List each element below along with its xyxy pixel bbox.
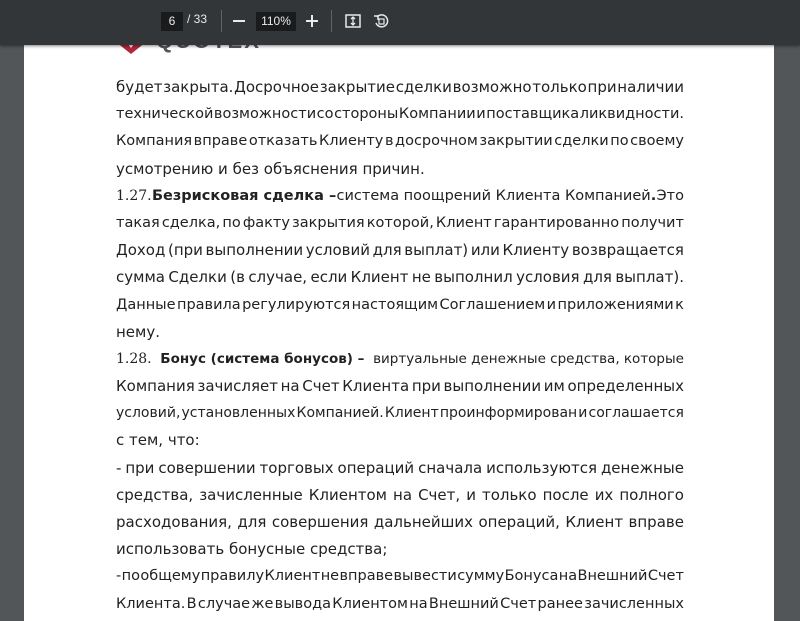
document-text bbox=[116, 74, 684, 618]
clause-term: Бонус (система бонусов) – bbox=[160, 350, 365, 367]
text-line: - при совершении торговых операций сначала используются денежные bbox=[116, 458, 684, 477]
clause-1-28-heading bbox=[116, 346, 684, 373]
text-line: условий, установленных Компанией. Клиент проинформирован и соглашается bbox=[116, 405, 684, 422]
toolbar-divider bbox=[221, 10, 222, 32]
text-line: использовать бонусные средства; bbox=[116, 540, 388, 559]
minus-icon[interactable] bbox=[228, 10, 250, 32]
text-line: Данные правила регулируются настоящим Соглашением и приложениями к bbox=[116, 296, 684, 313]
text-line: сумма Сделки (в случае, если Клиент не выполнил условия для выплат). bbox=[116, 268, 684, 287]
text-line: такая сделка, по факту закрытия которой, Клиент гарантированно получит bbox=[116, 214, 684, 231]
clause-term: Безрисковая сделка – bbox=[151, 187, 337, 204]
clause-definition: система поощрений Клиента Компанией bbox=[336, 187, 651, 204]
clause-number: 1.27. bbox=[116, 187, 152, 204]
toolbar-divider bbox=[331, 10, 332, 32]
clause-period: . bbox=[650, 187, 657, 204]
clause-1-27-heading bbox=[116, 183, 684, 210]
text-line: Компания зачисляет на Счет Клиента при выполнении им определенных bbox=[116, 377, 684, 396]
text-line: Клиента. В случае же вывода Клиентом на Внешний Счет ранее зачисленных bbox=[116, 595, 684, 612]
text-line: Доход (при выполнении условий для выплат) или Клиенту возвращается bbox=[116, 241, 684, 260]
text-line: будет закрыта. Досрочное закрытие сделки возможно только при наличии bbox=[116, 78, 684, 96]
plus-icon[interactable] bbox=[301, 10, 323, 32]
pdf-toolbar bbox=[0, 0, 800, 45]
zoom-level-input[interactable]: 110% bbox=[256, 12, 296, 31]
page-total-label: / 33 bbox=[187, 12, 208, 26]
text-line: Компания вправе отказать Клиенту в досрочном закрытии сделки по своему bbox=[116, 133, 684, 150]
clause-definition: виртуальные денежные средства, которые bbox=[373, 350, 684, 367]
text-line: средства, зачисленные Клиентом на Счет, и только после их полного bbox=[116, 485, 684, 504]
rotate-icon[interactable] bbox=[370, 10, 392, 32]
text-line: нему. bbox=[116, 322, 160, 341]
pdf-page bbox=[24, 0, 774, 621]
text-line: усмотрению и без объяснения причин. bbox=[116, 159, 425, 178]
clause-definition-cont: Это bbox=[656, 187, 684, 204]
text-line: с тем, что: bbox=[116, 431, 200, 450]
text-line: - по общему правилу Клиент не вправе вывести сумму Бонуса на Внешний Счет bbox=[116, 568, 684, 585]
clause-number: 1.28. bbox=[116, 350, 152, 367]
page-number-input[interactable]: 6 bbox=[161, 12, 183, 31]
fit-page-icon[interactable] bbox=[342, 10, 364, 32]
text-line: технической возможности со стороны Компании и поставщика ликвидности. bbox=[116, 106, 684, 123]
text-line: расходования, для совершения дальнейших операций, Клиент вправе bbox=[116, 513, 684, 531]
